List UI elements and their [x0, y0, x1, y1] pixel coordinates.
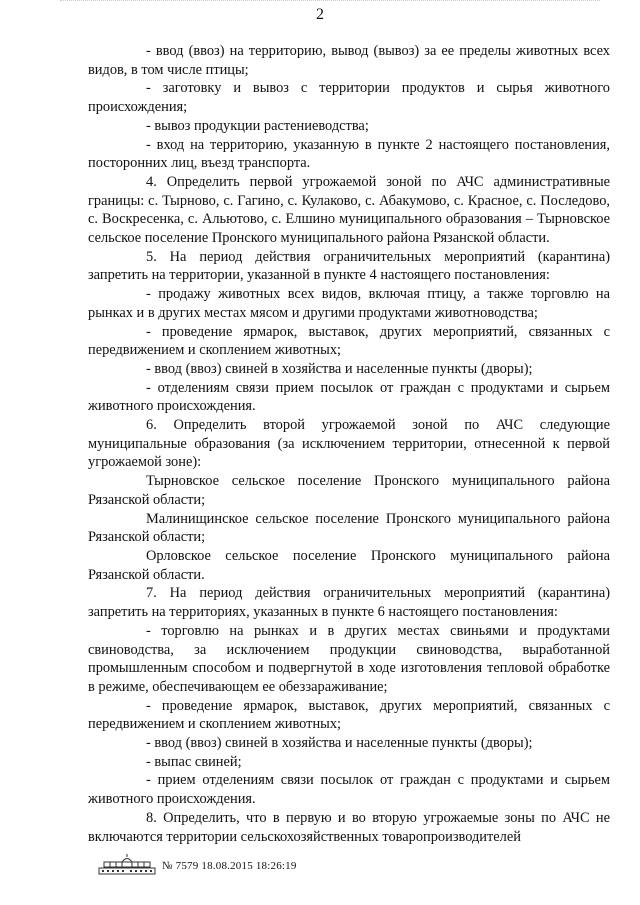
paragraph: 6. Определить второй угрожаемой зоной по АЧС следующие муниципальные образования (за исключением территории, отнесенной к первой угрожаемой зоне): — [88, 417, 610, 471]
paragraph: 5. На период действия ограничительных мероприятий (карантина) запретить на территории, указанной в пункте 4 настоящего постановления: — [88, 248, 610, 284]
registration-stamp: № 7579 18.08.2015 18:26:19 — [162, 860, 297, 872]
paragraph: - выпас свиней; — [146, 753, 242, 770]
building-emblem-icon — [98, 853, 156, 875]
paragraph: - ввод (ввоз) на территорию, вывод (вывоз) за ее пределы животных всех видов, в том числе птицы; — [88, 43, 610, 78]
paragraph: 8. Определить, что в первую и во вторую угрожаемые зоны по АЧС не включаются территории сельскохозяйственных товаропроизводителей — [88, 809, 610, 845]
paragraph: - ввод (ввоз) свиней в хозяйства и населенные пункты (дворы); — [146, 360, 533, 377]
scan-edge — [60, 0, 600, 4]
paragraph: - вход на территорию, указанную в пункте 2 настоящего постановления, посторонних лиц, въезд транспорта. — [88, 136, 610, 172]
page-number: 2 — [316, 6, 324, 23]
paragraph: Тырновское сельское поселение Пронского муниципального района Рязанской области; — [88, 473, 610, 508]
paragraph: 7. На период действия ограничительных мероприятий (карантина) запретить на территориях, указанных в пункте 6 настоящего постановления: — [88, 585, 610, 621]
paragraph: - отделениям связи прием посылок от граждан с продуктами и сырьем животного происхождения. — [88, 379, 610, 415]
paragraph: Малинищинское сельское поселение Пронского муниципального района Рязанской области; — [88, 510, 610, 546]
paragraph: - продажу животных всех видов, включая птицу, а также торговлю на рынках и в других местах мясом и другими продуктами животноводства; — [88, 286, 610, 321]
paragraph: 4. Определить первой угрожаемой зоной по АЧС административные границы: с. Тырново, с. Гагино, с. Кулаково, с. Абакумово, с. Красное, с. Последово, с. Воскресенка, с. Альютово, с. Елшино муниципального образования – Тырновское сельское поселение Пронского муниципального района Рязанской области. — [88, 173, 610, 247]
paragraph: - торговлю на рынках и в других местах свиньями и продуктами свиноводства, за исключением продукции свиноводства, выработанной промышленным способом и подвергнутой в ходе изготовления тепловой обработке в режиме, обеспечивающем ее обеззараживание; — [88, 622, 610, 695]
document-body — [88, 42, 610, 846]
paragraph: - ввод (ввоз) свиней в хозяйства и населенные пункты (дворы); — [146, 735, 533, 752]
paragraph: - заготовку и вывоз с территории продуктов и сырья животного происхождения; — [88, 80, 610, 116]
paragraph: - проведение ярмарок, выставок, других мероприятий, связанных с передвижением и скоплением животных; — [88, 323, 610, 359]
registration-footer — [98, 853, 297, 875]
paragraph: Орловское сельское поселение Пронского муниципального района Рязанской области. — [88, 547, 610, 583]
paragraph: - вывоз продукции растениеводства; — [146, 117, 369, 134]
paragraph: - проведение ярмарок, выставок, других мероприятий, связанных с передвижением и скоплением животных; — [88, 697, 610, 733]
paragraph: - прием отделениям связи посылок от граждан с продуктами и сырьем животного происхождения. — [88, 772, 610, 808]
